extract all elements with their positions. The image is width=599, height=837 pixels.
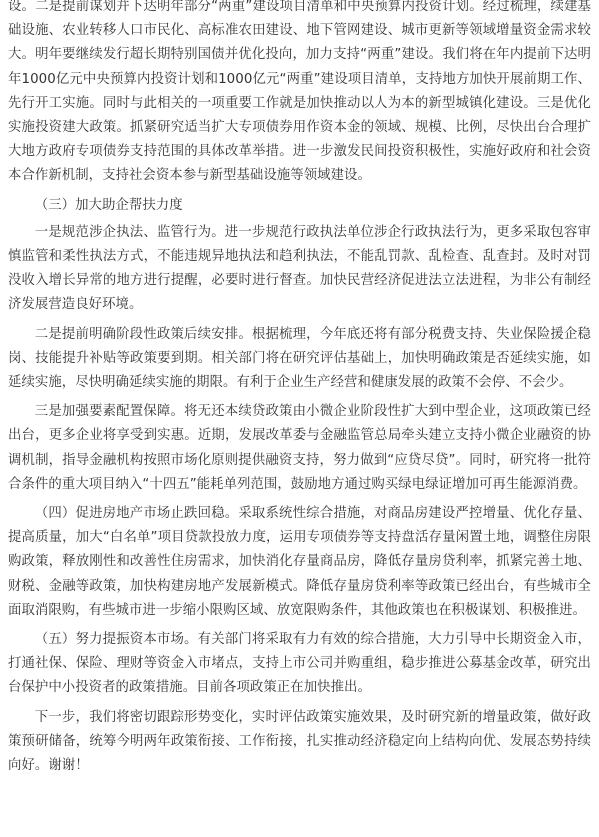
paragraph-next-steps: 下一步，我们将密切跟踪形势变化，实时评估政策实施效果，及时研究新的增量政策，做好政策预研储备，统筹今明两年政策衔接、工作衔接，扎实推动经济稳定向上结构向优、发展态势持续向好。谢谢！ bbox=[8, 709, 591, 774]
paragraph-capital-market: （五）努力提振资本市场。有关部门将采取有力有效的综合措施，大力引导中长期资金入市，打通社保、保险、理财等资金入市堵点，支持上市公司并购重组，稳步推进公募基金改革，研究出台保护中小投资者的政策措施。目前各项政策正在加快推出。 bbox=[8, 632, 591, 696]
paragraph-continuation: 设。二是提前谋划并下达明年部分“两重”建设项目清单和中央预算内投资计划。经过梳理，续建基础设施、农业转移人口市民化、高标准农田建设、地下管网建设、城市更新等领域增量资金需求较大。明年要继续发行超长期特别国债并优化投向，加力支持“两重”建设。我们将在年内提前下达明年1000亿元中央预算内投资计划和1000亿元“两重”建设项目清单，支持地方加快开展前期工作、先行开工实施。同时与此相关的一项重要工作就是加快推动以人为本的新型城镇化建设。三是优化实施投资建大政策。抓紧研究适当扩大专项债券用作资本金的领域、规模、比例，尽快出台合理扩大地方政府专项债券支持范围的具体改革举措。进一步激发民间投资积极性，实施好政府和社会资本合作新机制，支持社会资本参与新型基础设施等领域建设。 bbox=[8, 0, 591, 184]
paragraph-regulate-enforcement: 一是规范涉企执法、监管行为。进一步规范行政执法单位涉企行政执法行为，更多采取包容审慎监管和柔性执法方式，不能违规异地执法和趋利执法，不能乱罚款、乱检查、乱查封。及时对罚没收入增长异常的地方进行提醒，必要时进行督查。加快民营经济促进法立法进程，为非公有制经济发展营造良好环境。 bbox=[8, 224, 591, 313]
section-heading-3: （三）加大助企帮扶力度 bbox=[34, 197, 183, 213]
paragraph-real-estate: （四）促进房地产市场止跌回稳。采取系统性综合措施，对商品房建设严控增量、优化存量、提高质量，加大“白名单”项目贷款投放力度，运用专项债券等支持盘活存量闲置土地，调整住房限购政策，释放刚性和改善性住房需求，加快消化存量商品房，降低存量房贷利率，抓紧完善土地、财税、金融等政策，加快构建房地产发展新模式。降低存量房贷利率等政策已经出台，有些城市全面取消限购，有些城市进一步缩小限购区域、放宽限购条件，其他政策也在积极谋划、积极推进。 bbox=[8, 506, 591, 618]
paragraph-factor-allocation: 三是加强要素配置保障。将无还本续贷政策由小微企业阶段性扩大到中型企业，这项政策已经出台，更多企业将享受到实惠。近期，发展改革委与金融监管总局牵头建立支持小微企业融资的协调机制，指导金融机构按照市场化原则提供融资支持，努力做到“应贷尽贷”。同时，研究将一批符合条件的重大项目纳入“十四五”能耗单列范围，鼓励地方通过购买绿电绿证增加可再生能源消费。 bbox=[8, 404, 591, 492]
paragraph-policy-arrangements: 二是提前明确阶段性政策后续安排。根据梳理，今年底还将有部分税费支持、失业保险援企稳岗、技能提升补贴等政策要到期。相关部门将在研究评估基础上，加快明确政策是否延续实施，如延续实施，尽快明确延续实施的期限。有利于企业生产经营和健康发展的政策不会停、不会少。 bbox=[8, 326, 591, 391]
